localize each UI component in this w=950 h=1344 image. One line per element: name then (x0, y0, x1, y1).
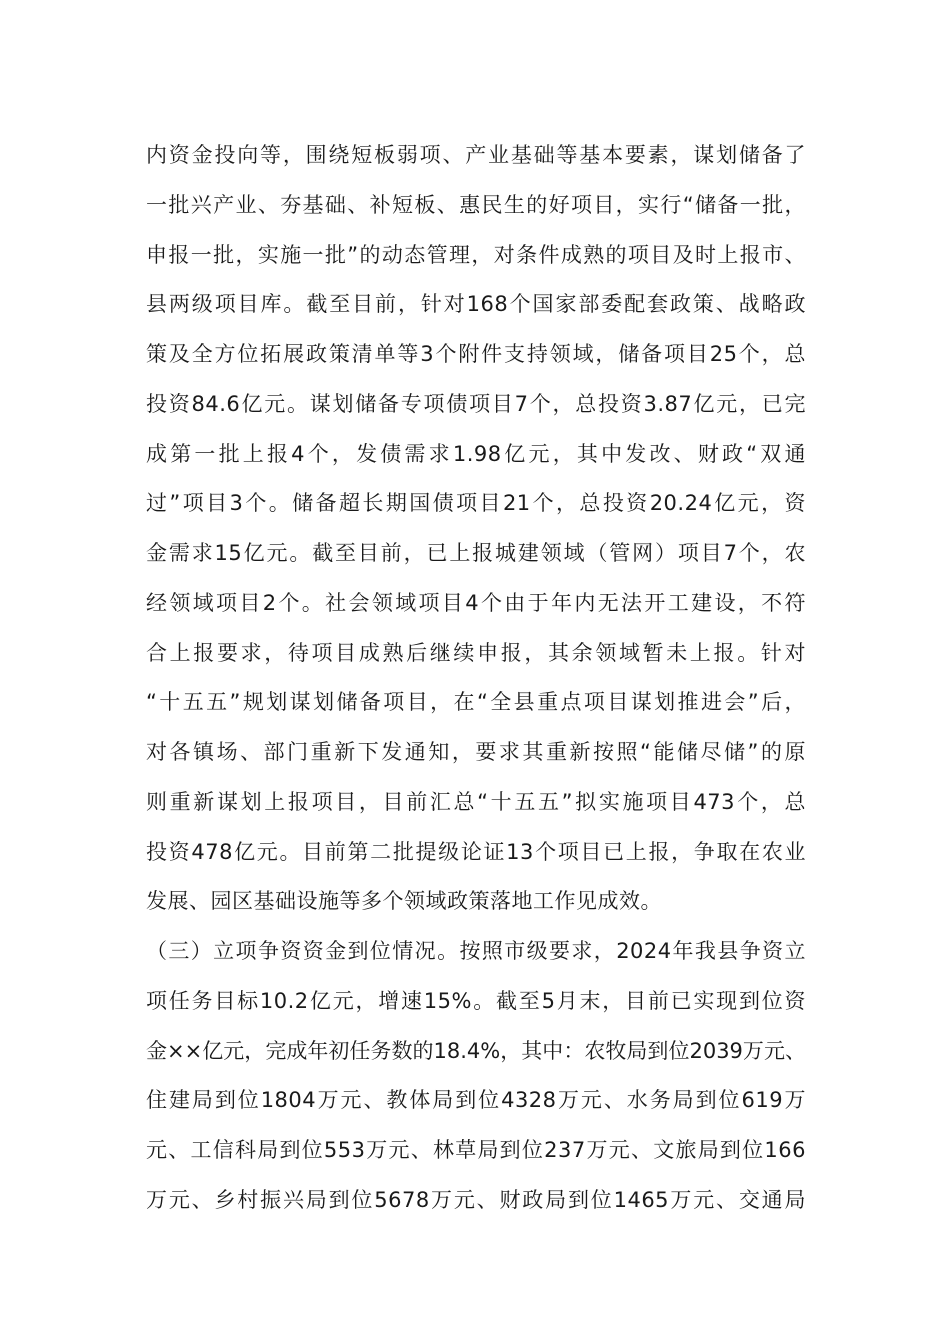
text-line: “十五五”规划谋划储备项目，在“全县重点项目谋划推进会”后， (146, 690, 806, 715)
text-line: 万元、乡村振兴局到位5678万元、财政局到位1465万元、交通局 (146, 1187, 806, 1212)
text-line: 元、工信科局到位553万元、林草局到位237万元、文旅局到位166 (146, 1138, 806, 1162)
text-line: 则重新谋划上报项目，目前汇总“十五五”拟实施项目473个，总 (146, 789, 806, 814)
text-line: 金需求15亿元。截至目前，已上报城建领域（管网）项目7个，农 (146, 541, 806, 565)
text-line: 经领域项目2个。社会领域项目4个由于年内无法开工建设，不符 (146, 590, 806, 615)
text-line: 策及全方位拓展政策清单等3个附件支持领域，储备项目25个，总 (146, 342, 806, 366)
text-line: 金××亿元，完成年初任务数的18.4%，其中：农牧局到位2039万元、 (146, 1038, 806, 1063)
text-line: 过”项目3个。储备超长期国债项目21个，总投资20.24亿元，资 (146, 491, 806, 516)
section-heading-line: （三）立项争资资金到位情况。按照市级要求，2024年我县争资立 (146, 939, 806, 963)
text-line: 成第一批上报4个，发债需求1.98亿元，其中发改、财政“双通 (146, 441, 806, 466)
text-line: 内资金投向等，围绕短板弱项、产业基础等基本要素，谋划储备了 (146, 143, 806, 167)
text-line: 发展、园区基础设施等多个领域政策落地工作见成效。 (146, 889, 662, 914)
text-line: 住建局到位1804万元、教体局到位4328万元、水务局到位619万 (146, 1088, 806, 1113)
text-line: 投资84.6亿元。谋划储备专项债项目7个，总投资3.87亿元，已完 (146, 391, 806, 416)
text-line: 投资478亿元。目前第二批提级论证13个项目已上报，争取在农业 (146, 839, 806, 864)
body-text (146, 131, 806, 1226)
text-line: 对各镇场、部门重新下发通知，要求其重新按照“能储尽储”的原 (146, 740, 806, 764)
text-line: 申报一批，实施一批”的动态管理，对条件成熟的项目及时上报市、 (146, 242, 806, 267)
text-line: 项任务目标10.2亿元，增速15%。截至5月末，目前已实现到位资 (146, 988, 806, 1013)
text-line: 一批兴产业、夯基础、补短板、惠民生的好项目，实行“储备一批， (146, 192, 806, 217)
text-line: 合上报要求，待项目成熟后继续申报，其余领域暂未上报。针对 (146, 640, 806, 665)
text-line: 县两级项目库。截至目前，针对168个国家部委配套政策、战略政 (146, 292, 806, 317)
